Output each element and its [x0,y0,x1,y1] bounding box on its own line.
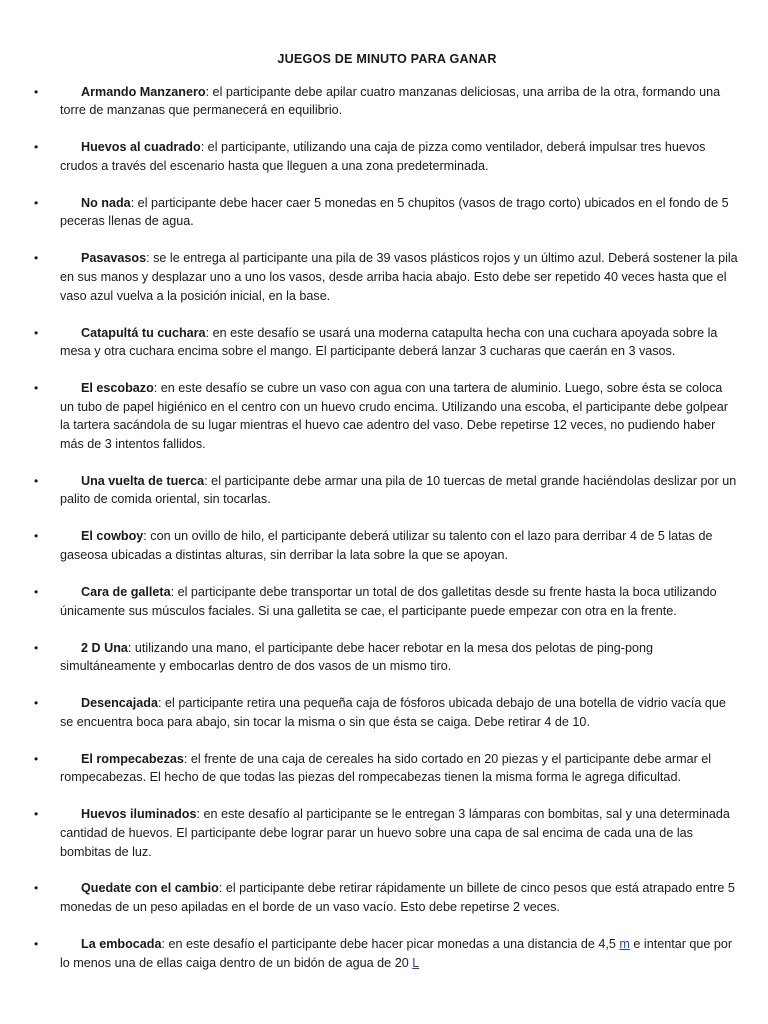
list-item [34,194,738,231]
bullet-icon: • [34,751,39,766]
game-name: Desencajada [81,696,159,711]
game-name: Catapultá tu cuchara [81,325,206,340]
game-name: El escobazo [81,381,154,396]
list-item [34,324,738,361]
list-item [34,527,738,564]
list-item [34,379,738,453]
game-description: : el participante debe hacer caer 5 monedas en 5 chupitos (vasos de trago corto) ubicados en el fondo de 5 peceras llenas de agua. [60,195,729,229]
document-title: JUEGOS DE MINUTO PARA GANAR [277,52,497,66]
list-item [34,472,738,509]
bullet-icon: • [34,195,39,210]
list-item [34,138,738,175]
bullet-icon: • [34,381,39,396]
game-description: : se le entrega al participante una pila de 39 vasos plásticos rojos y un último azul. Deberá sostener la pila en sus manos y desplazar uno a uno los vasos, desde arriba hacia abajo. Esto debe ser repetido 40 veces hasta que el vaso azul vuelva a la posición inicial, en la base. [60,251,738,303]
bullet-icon: • [34,84,39,99]
bullet-icon: • [34,473,39,488]
list-item [34,83,738,120]
bullet-icon: • [34,325,39,340]
game-name: La embocada [81,937,162,952]
list-item [34,694,738,731]
list-item [34,935,738,972]
game-description: : el participante debe apilar cuatro manzanas deliciosas, una arriba de la otra, formando una torre de manzanas que permanecerá en equilibrio. [60,84,721,118]
list-item [34,805,738,861]
meter-link[interactable]: m [619,937,630,952]
game-name: Huevos iluminados [81,807,197,822]
game-description: : en este desafío se usará una moderna catapulta hecha con una cuchara apoyada sobre la mesa y otra cuchara encima sobre el mango. El participante deberá lanzar 3 cucharas que caerán en 3 vasos. [60,325,718,359]
game-description: : en este desafío al participante se le entregan 3 lámparas con bombitas, sal y una determinada cantidad de huevos. El participante debe lograr parar un huevo sobre una capa de sal encima de cada una de las bombitas de luz. [60,807,730,859]
game-description: : con un ovillo de hilo, el participante deberá utilizar su talento con el lazo para derribar 4 de 5 latas de gaseosa ubicadas a distintas alturas, sin derribar la lata sobre la que se apoyan. [60,529,713,563]
game-description-continued: e intentar que por lo menos una de ellas caiga dentro de un bidón de agua de 20 [60,937,733,970]
bullet-icon: • [34,881,39,896]
game-name: Una vuelta de tuerca [81,473,205,488]
bullet-icon: • [34,937,39,952]
games-list [34,83,738,973]
game-name: Quedate con el cambio [81,881,219,896]
bullet-icon: • [34,140,39,155]
game-description: : el participante debe retirar rápidamente un billete de cinco pesos que está atrapado entre 5 monedas de un peso apiladas en el borde de un vaso vacío. Esto debe repetirse 2 veces. [60,881,735,915]
game-description: : el participante retira una pequeña caja de fósforos ubicada debajo de una botella de vidrio vacía que se encuentra boca para abajo, sin tocar la misma o sin que ésta se caiga. Debe retirar 4 de 10. [60,696,726,729]
game-name: Armando Manzanero [81,84,206,99]
list-item [34,249,738,305]
game-description: : el participante, utilizando una caja de pizza como ventilador, deberá impulsar tres huevos crudos a través del escenario hasta que lleguen a una zona predeterminada. [60,140,706,173]
bullet-icon: • [34,640,39,655]
game-description: : utilizando una mano, el participante debe hacer rebotar en la mesa dos pelotas de ping-pong simultáneamente y embocarlas dentro de dos vasos de un mismo tiro. [60,640,653,674]
game-name: Pasavasos [81,251,147,266]
game-description: : en este desafío se cubre un vaso con agua con una tartera de aluminio. Luego, sobre ésta se coloca un tubo de papel higiénico en el centro con un huevo crudo encima. Utilizando una escoba, el participante debe golpear la tartera sacándola de su lugar mientras el huevo cae adentro del vaso. Debe repetirse 12 veces, no pudiendo haber más de 3 intentos fallidos. [60,381,728,451]
list-item [34,639,738,676]
bullet-icon: • [34,696,39,711]
bullet-icon: • [34,807,39,822]
game-description: : el participante debe transportar un total de dos galletitas desde su frente hasta la boca utilizando únicamente sus músculos faciales. Si una galletita se cae, el participante puede empezar con otra en la frente. [60,585,717,618]
game-name: No nada [81,195,131,210]
game-description: : el participante debe armar una pila de 10 tuercas de metal grande haciéndolas deslizar por un palito de comida oriental, sin tocarlas. [60,473,737,507]
list-item [34,583,738,620]
list-item [34,750,738,787]
game-name: El cowboy [81,529,144,544]
bullet-icon: • [34,529,39,544]
liter-link[interactable]: L [412,955,420,970]
game-description: : en este desafío el participante debe hacer picar monedas a una distancia de 4,5 [161,937,620,952]
game-name: Cara de galleta [81,585,171,599]
game-name: El rompecabezas [81,751,184,766]
game-name: Huevos al cuadrado [81,140,201,155]
game-description: : el frente de una caja de cereales ha sido cortado en 20 piezas y el participante debe armar el rompecabezas. El hecho de que todas las piezas del rompecabezas tienen la misma forma le agrega dificultad. [60,751,712,785]
game-name: 2 D Una [81,640,128,655]
bullet-icon: • [34,251,39,266]
list-item [34,879,738,916]
bullet-icon: • [34,585,39,599]
